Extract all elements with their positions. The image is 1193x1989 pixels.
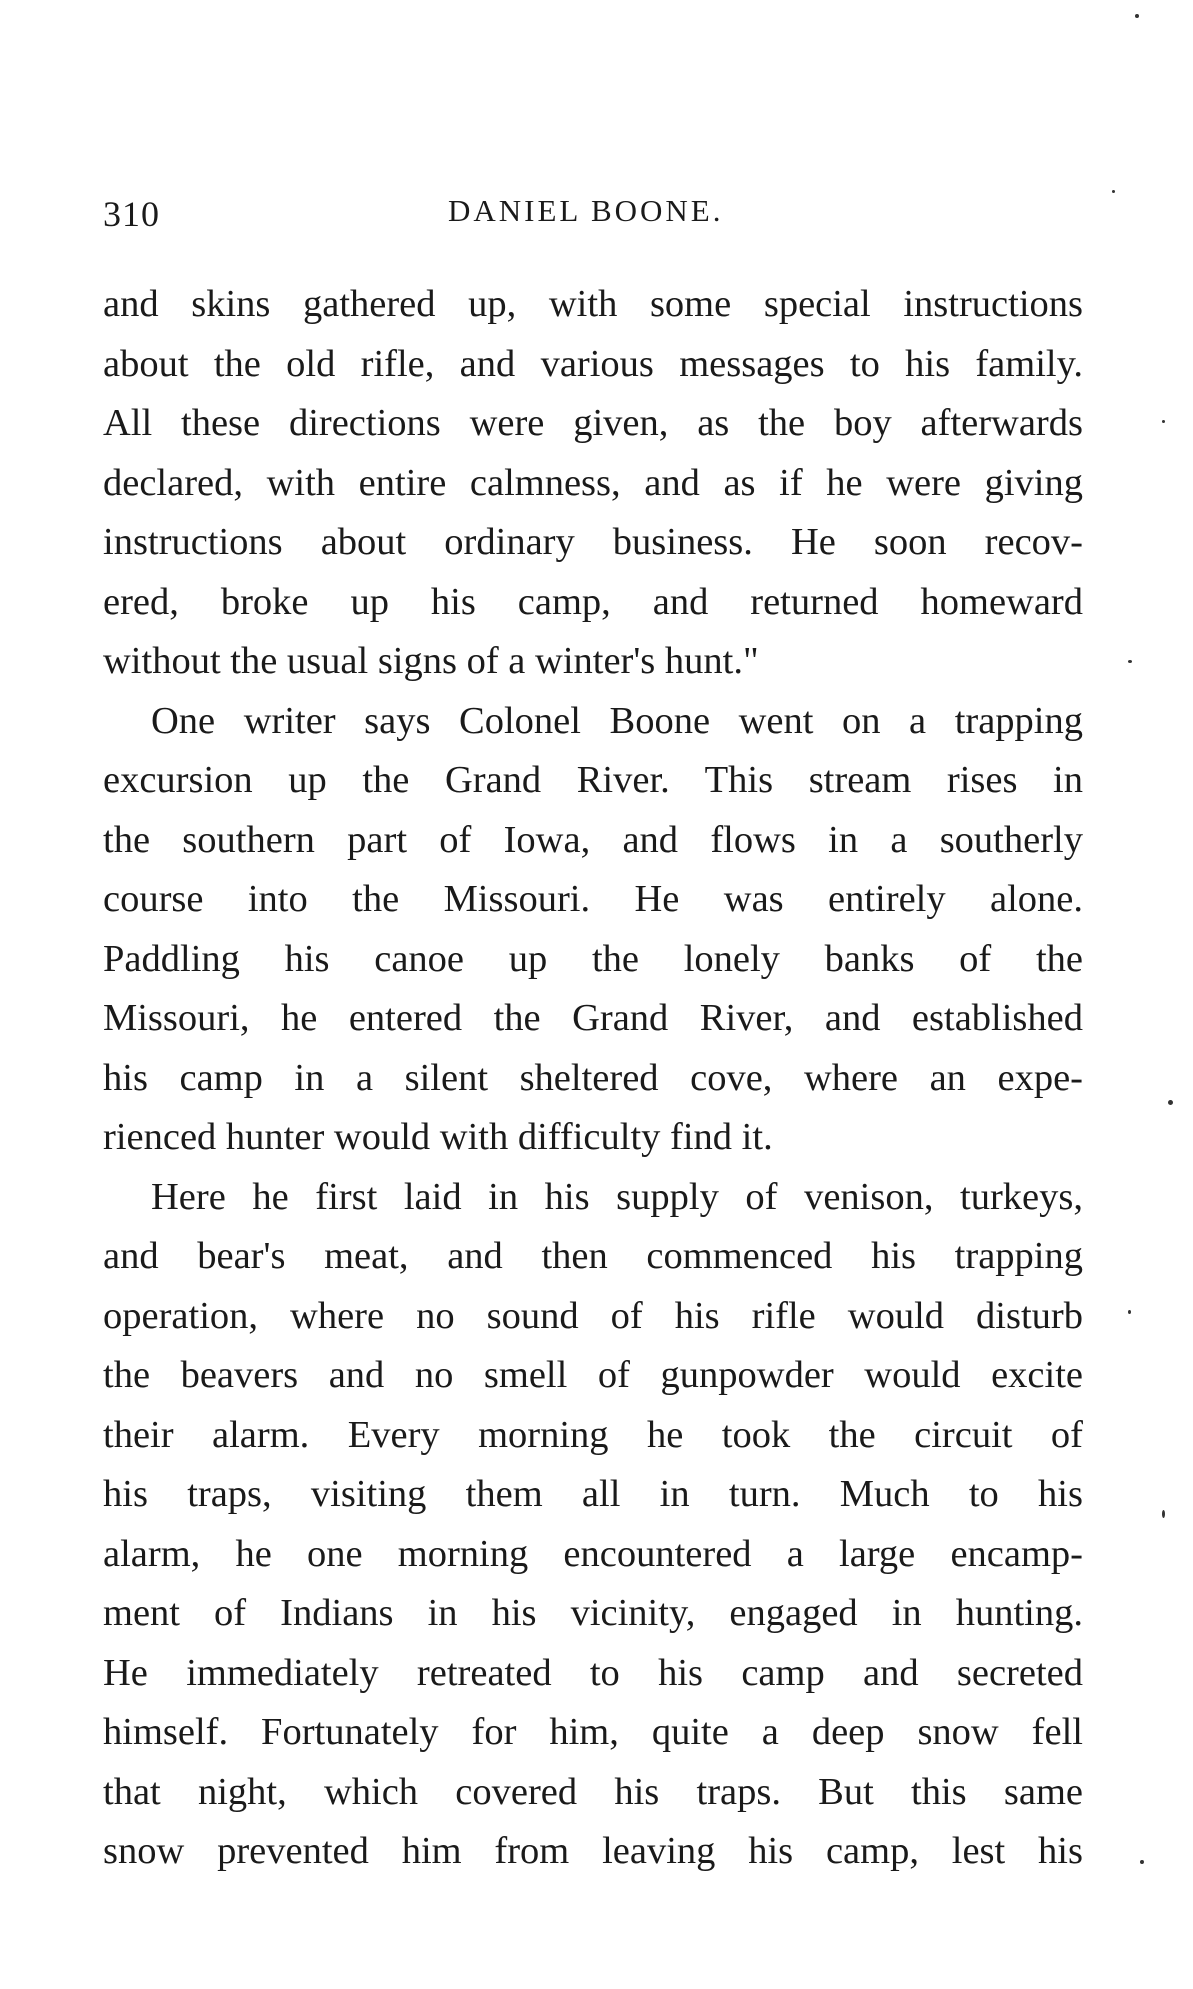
text-line: rienced hunter would with difficulty find it. [103,1116,773,1158]
text-line: course into the Missouri. He was entirely alone. [103,878,1083,920]
scan-speck [1162,420,1165,423]
text-line: Here he first laid in his supply of venison, turkeys, [151,1175,1083,1218]
text-line: his camp in a silent sheltered cove, where an expe- [103,1056,1083,1099]
text-line: Paddling his canoe up the lonely banks of the [103,937,1083,980]
text-line: ment of Indians in his vicinity, engaged in hunting. [103,1592,1083,1634]
text-line: himself. Fortunately for him, quite a deep snow fell [103,1711,1083,1753]
text-line: One writer says Colonel Boone went on a trapping [151,699,1083,742]
scan-speck [1128,660,1132,663]
scan-speck [1112,190,1115,193]
text-line: alarm, he one morning encountered a large encamp- [103,1532,1083,1575]
text-line: snow prevented him from leaving his camp, lest his [103,1830,1083,1872]
scan-speck [1140,1860,1144,1864]
scan-speck [1162,1510,1165,1518]
text-line: He immediately retreated to his camp and secreted [103,1651,1083,1694]
scan-speck [1135,14,1139,18]
text-line: about the old rifle, and various messages to his family. [103,342,1083,385]
text-line: the beavers and no smell of gunpowder would excite [103,1354,1083,1396]
text-line: declared, with entire calmness, and as if he were giving [103,461,1083,504]
text-line: and skins gathered up, with some special instructions [103,283,1083,325]
text-line: operation, where no sound of his rifle would disturb [103,1294,1083,1337]
paragraph-2 [103,692,1083,1168]
running-title: DANIEL BOONE. [448,193,724,228]
page-number: 310 [103,194,160,234]
paragraph-3 [103,1168,1083,1882]
text-line: instructions about ordinary business. He soon recov- [103,521,1083,563]
text-line: and bear's meat, and then commenced his trapping [103,1235,1083,1277]
scan-speck [1128,1310,1131,1314]
text-line: excursion up the Grand River. This stream rises in [103,759,1083,801]
text-line: his traps, visiting them all in turn. Much to his [103,1473,1083,1515]
text-line: the southern part of Iowa, and flows in a southerly [103,818,1083,861]
body-text [103,275,1083,1882]
text-line: that night, which covered his traps. But this same [103,1770,1083,1813]
text-line: All these directions were given, as the boy afterwards [103,402,1083,444]
text-line: their alarm. Every morning he took the circuit of [103,1413,1083,1456]
running-head [103,193,1083,243]
text-line: ered, broke up his camp, and returned homeward [103,580,1083,623]
scan-speck [1168,1100,1173,1105]
text-line: Missouri, he entered the Grand River, and established [103,997,1083,1039]
text-line: without the usual signs of a winter's hunt." [103,640,759,682]
paragraph-1 [103,275,1083,692]
